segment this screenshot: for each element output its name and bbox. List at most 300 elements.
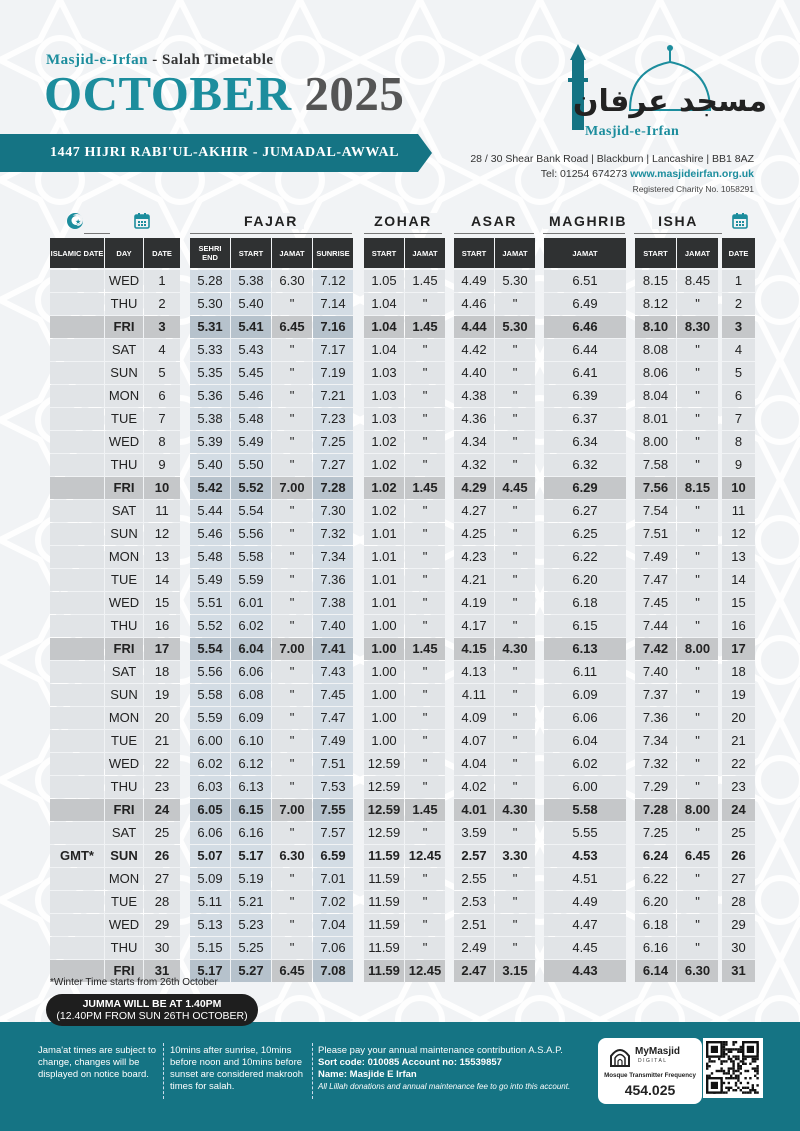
cell-fj: " xyxy=(272,868,312,890)
cell-aj: " xyxy=(495,776,535,798)
cell-fj: " xyxy=(272,684,312,706)
svg-text:★: ★ xyxy=(75,219,82,226)
cell-day: WED xyxy=(105,592,143,614)
cell-aj: " xyxy=(495,822,535,844)
cell-isl xyxy=(50,799,104,821)
cell-zj: 1.45 xyxy=(405,477,445,499)
table-row xyxy=(50,822,755,845)
col-sunrise: SUNRISE xyxy=(313,238,353,268)
cell-aj: " xyxy=(495,661,535,683)
logo-arabic-text: مسجد عرفان xyxy=(572,84,768,119)
cell-as: 4.38 xyxy=(454,385,494,407)
cell-sr: 7.51 xyxy=(313,753,353,775)
cell-zj: " xyxy=(405,753,445,775)
cell-isl xyxy=(50,454,104,476)
cell-zj: " xyxy=(405,454,445,476)
cell-date: 2 xyxy=(144,293,180,315)
cell-isl xyxy=(50,500,104,522)
cell-date: 16 xyxy=(144,615,180,637)
cell-zj: " xyxy=(405,661,445,683)
cell-sehri: 5.51 xyxy=(190,592,230,614)
table-row xyxy=(50,776,755,799)
cell-zs: 12.59 xyxy=(364,776,404,798)
cell-zs: 1.00 xyxy=(364,707,404,729)
cell-fs: 5.59 xyxy=(231,569,271,591)
cell-fj: 6.30 xyxy=(272,845,312,867)
month-name: OCTOBER xyxy=(44,66,292,121)
cell-sr: 7.04 xyxy=(313,914,353,936)
cell-mj: 6.00 xyxy=(544,776,626,798)
cell-isl xyxy=(50,270,104,292)
cell-zj: " xyxy=(405,914,445,936)
cell-sr: 7.36 xyxy=(313,569,353,591)
cell-date: 30 xyxy=(144,937,180,959)
cell-as: 2.51 xyxy=(454,914,494,936)
cell-is: 7.36 xyxy=(635,707,676,729)
cell-fs: 5.48 xyxy=(231,408,271,430)
cell-sehri: 5.31 xyxy=(190,316,230,338)
cell-fs: 6.01 xyxy=(231,592,271,614)
cell-zj: " xyxy=(405,868,445,890)
col-fajar-jamat: JAMAT xyxy=(272,238,312,268)
cell-fs: 6.16 xyxy=(231,822,271,844)
cell-d2: 7 xyxy=(722,408,755,430)
website-link[interactable]: www.masjideirfan.org.uk xyxy=(630,168,754,180)
cell-sr: 7.17 xyxy=(313,339,353,361)
cell-sr: 7.57 xyxy=(313,822,353,844)
cell-day: SUN xyxy=(105,684,143,706)
cell-fs: 5.40 xyxy=(231,293,271,315)
cell-is: 7.47 xyxy=(635,569,676,591)
cell-zs: 11.59 xyxy=(364,937,404,959)
cell-ij: 6.45 xyxy=(677,845,718,867)
cell-zj: " xyxy=(405,707,445,729)
cell-sr: 7.30 xyxy=(313,500,353,522)
table-row xyxy=(50,592,755,615)
cell-fs: 5.43 xyxy=(231,339,271,361)
cell-day: THU xyxy=(105,776,143,798)
cell-is: 7.29 xyxy=(635,776,676,798)
cell-aj: " xyxy=(495,684,535,706)
cell-mj: 4.45 xyxy=(544,937,626,959)
cell-sr: 7.41 xyxy=(313,638,353,660)
cell-date: 25 xyxy=(144,822,180,844)
table-row xyxy=(50,799,755,822)
cell-mj: 6.46 xyxy=(544,316,626,338)
cell-is: 8.15 xyxy=(635,270,676,292)
cell-day: SAT xyxy=(105,500,143,522)
month-title xyxy=(44,66,404,122)
cell-aj: " xyxy=(495,615,535,637)
cell-isl xyxy=(50,339,104,361)
cell-day: WED xyxy=(105,431,143,453)
cell-mj: 6.06 xyxy=(544,707,626,729)
cell-fs: 5.54 xyxy=(231,500,271,522)
cell-sehri: 5.11 xyxy=(190,891,230,913)
cell-d2: 6 xyxy=(722,385,755,407)
cell-as: 4.19 xyxy=(454,592,494,614)
address-block xyxy=(470,152,754,197)
cell-ij: 8.00 xyxy=(677,799,718,821)
cell-aj: 4.45 xyxy=(495,477,535,499)
cell-fs: 6.10 xyxy=(231,730,271,752)
cell-zj: 12.45 xyxy=(405,845,445,867)
cell-is: 8.08 xyxy=(635,339,676,361)
cell-ij: " xyxy=(677,753,718,775)
group-zohar xyxy=(364,210,442,236)
cell-day: MON xyxy=(105,385,143,407)
cell-is: 6.14 xyxy=(635,960,676,982)
cell-d2: 15 xyxy=(722,592,755,614)
cell-zj: " xyxy=(405,293,445,315)
cell-mj: 4.51 xyxy=(544,868,626,890)
table-row xyxy=(50,546,755,569)
cell-day: MON xyxy=(105,868,143,890)
cell-fj: " xyxy=(272,661,312,683)
mymasjid-digital: DIGITAL xyxy=(638,1058,668,1064)
table-row xyxy=(50,408,755,431)
cell-day: THU xyxy=(105,937,143,959)
cell-d2: 17 xyxy=(722,638,755,660)
cell-date: 12 xyxy=(144,523,180,545)
cell-zs: 1.00 xyxy=(364,730,404,752)
cell-is: 7.40 xyxy=(635,661,676,683)
cell-as: 4.07 xyxy=(454,730,494,752)
cell-day: FRI xyxy=(105,960,143,982)
cell-mj: 5.58 xyxy=(544,799,626,821)
group-zohar-label: ZOHAR xyxy=(368,213,438,229)
cell-fj: " xyxy=(272,385,312,407)
cell-is: 6.16 xyxy=(635,937,676,959)
cell-fs: 5.41 xyxy=(231,316,271,338)
cell-date: 29 xyxy=(144,914,180,936)
masjid-label: Masjid-e-Irfan xyxy=(46,52,148,68)
cell-sr: 7.19 xyxy=(313,362,353,384)
cell-sehri: 5.59 xyxy=(190,707,230,729)
group-isha xyxy=(634,210,722,236)
cell-zs: 1.02 xyxy=(364,477,404,499)
cell-is: 6.22 xyxy=(635,868,676,890)
cell-fj: " xyxy=(272,730,312,752)
cell-fj: " xyxy=(272,362,312,384)
cell-zs: 1.02 xyxy=(364,454,404,476)
cell-zs: 1.01 xyxy=(364,546,404,568)
cell-d2: 21 xyxy=(722,730,755,752)
mymasjid-card xyxy=(598,1038,702,1104)
col-date-right: DATE xyxy=(722,238,755,268)
cell-sehri: 5.13 xyxy=(190,914,230,936)
cell-zj: " xyxy=(405,546,445,568)
cell-zs: 1.04 xyxy=(364,316,404,338)
account-name: Name: Masjide E Irfan xyxy=(318,1069,417,1080)
table-row xyxy=(50,937,755,960)
cell-day: TUE xyxy=(105,408,143,430)
cell-ij: " xyxy=(677,385,718,407)
cell-zj: " xyxy=(405,523,445,545)
cell-mj: 6.27 xyxy=(544,500,626,522)
cell-sehri: 5.09 xyxy=(190,868,230,890)
cell-zj: 1.45 xyxy=(405,270,445,292)
cell-zs: 12.59 xyxy=(364,822,404,844)
cell-d2: 25 xyxy=(722,822,755,844)
cell-day: WED xyxy=(105,753,143,775)
cell-d2: 20 xyxy=(722,707,755,729)
cell-mj: 6.18 xyxy=(544,592,626,614)
cell-aj: 3.15 xyxy=(495,960,535,982)
cell-isl xyxy=(50,868,104,890)
cell-fj: " xyxy=(272,408,312,430)
cell-fj: " xyxy=(272,339,312,361)
address-line: 28 / 30 Shear Bank Road | Blackburn | Lancashire | BB1 8AZ xyxy=(470,153,754,165)
cell-aj: " xyxy=(495,868,535,890)
cell-sehri: 5.07 xyxy=(190,845,230,867)
cell-isl xyxy=(50,523,104,545)
cell-zs: 1.04 xyxy=(364,339,404,361)
cell-mj: 6.25 xyxy=(544,523,626,545)
cell-d2: 24 xyxy=(722,799,755,821)
cell-ij: " xyxy=(677,293,718,315)
qr-code-icon[interactable] xyxy=(703,1038,763,1098)
cell-sr: 7.40 xyxy=(313,615,353,637)
col-isha-start: START xyxy=(635,238,676,268)
cell-day: SAT xyxy=(105,822,143,844)
cell-sehri: 6.05 xyxy=(190,799,230,821)
cell-ij: " xyxy=(677,546,718,568)
cell-as: 2.49 xyxy=(454,937,494,959)
cell-mj: 6.09 xyxy=(544,684,626,706)
cell-zj: " xyxy=(405,362,445,384)
cell-as: 4.49 xyxy=(454,270,494,292)
cell-zj: " xyxy=(405,937,445,959)
cell-sr: 7.53 xyxy=(313,776,353,798)
col-isha-jamat: JAMAT xyxy=(677,238,718,268)
cell-day: MON xyxy=(105,707,143,729)
cell-ij: " xyxy=(677,592,718,614)
cell-d2: 23 xyxy=(722,776,755,798)
cell-isl xyxy=(50,477,104,499)
cell-ij: 8.45 xyxy=(677,270,718,292)
cell-sehri: 5.44 xyxy=(190,500,230,522)
logo-name: Masjid-e-Irfan xyxy=(585,124,680,139)
cell-as: 2.47 xyxy=(454,960,494,982)
cell-as: 2.55 xyxy=(454,868,494,890)
cell-d2: 8 xyxy=(722,431,755,453)
cell-d2: 9 xyxy=(722,454,755,476)
cell-zj: " xyxy=(405,891,445,913)
cell-sehri: 5.17 xyxy=(190,960,230,982)
cell-sehri: 5.48 xyxy=(190,546,230,568)
cell-sehri: 5.28 xyxy=(190,270,230,292)
cell-fs: 5.46 xyxy=(231,385,271,407)
cell-zj: " xyxy=(405,615,445,637)
cell-isl xyxy=(50,293,104,315)
cell-mj: 6.02 xyxy=(544,753,626,775)
cell-fs: 6.09 xyxy=(231,707,271,729)
cell-is: 6.18 xyxy=(635,914,676,936)
cell-day: SUN xyxy=(105,362,143,384)
cell-as: 4.44 xyxy=(454,316,494,338)
cell-d2: 26 xyxy=(722,845,755,867)
cell-as: 2.57 xyxy=(454,845,494,867)
table-row xyxy=(50,615,755,638)
cell-sehri: 6.00 xyxy=(190,730,230,752)
cell-ij: " xyxy=(677,914,718,936)
cell-date: 23 xyxy=(144,776,180,798)
cell-fs: 5.27 xyxy=(231,960,271,982)
cell-mj: 6.11 xyxy=(544,661,626,683)
col-date: DATE xyxy=(144,238,180,268)
cell-mj: 6.39 xyxy=(544,385,626,407)
cell-date: 27 xyxy=(144,868,180,890)
table-row xyxy=(50,316,755,339)
cell-sr: 7.12 xyxy=(313,270,353,292)
cell-zs: 1.05 xyxy=(364,270,404,292)
cell-day: SAT xyxy=(105,661,143,683)
cell-isl xyxy=(50,546,104,568)
cell-ij: " xyxy=(677,937,718,959)
cell-zs: 1.02 xyxy=(364,431,404,453)
cell-mj: 6.34 xyxy=(544,431,626,453)
cell-zj: " xyxy=(405,339,445,361)
cell-ij: 8.00 xyxy=(677,638,718,660)
cell-d2: 18 xyxy=(722,661,755,683)
table-row xyxy=(50,477,755,500)
cell-as: 3.59 xyxy=(454,822,494,844)
cell-isl xyxy=(50,684,104,706)
cell-mj: 6.04 xyxy=(544,730,626,752)
cell-fj: " xyxy=(272,293,312,315)
cell-mj: 5.55 xyxy=(544,822,626,844)
cell-fj: 7.00 xyxy=(272,799,312,821)
cell-ij: " xyxy=(677,707,718,729)
group-header-row xyxy=(50,210,755,236)
cell-sr: 6.59 xyxy=(313,845,353,867)
cell-sr: 7.06 xyxy=(313,937,353,959)
cell-is: 7.45 xyxy=(635,592,676,614)
table-row xyxy=(50,753,755,776)
footer-divider xyxy=(163,1043,164,1099)
cell-isl xyxy=(50,638,104,660)
cell-ij: " xyxy=(677,408,718,430)
cell-fs: 6.15 xyxy=(231,799,271,821)
cell-as: 2.53 xyxy=(454,891,494,913)
cell-day: TUE xyxy=(105,891,143,913)
cell-is: 8.12 xyxy=(635,293,676,315)
cell-zj: " xyxy=(405,592,445,614)
cell-date: 1 xyxy=(144,270,180,292)
cell-sr: 7.02 xyxy=(313,891,353,913)
cell-ij: " xyxy=(677,684,718,706)
calendar-icon xyxy=(732,212,748,234)
jumma-badge xyxy=(46,994,258,1026)
cell-mj: 6.41 xyxy=(544,362,626,384)
cell-isl xyxy=(50,937,104,959)
cell-as: 4.09 xyxy=(454,707,494,729)
cell-day: FRI xyxy=(105,477,143,499)
hijri-banner: 1447 HIJRI RABI'UL-AKHIR - JUMADAL-AWWAL xyxy=(0,134,418,172)
cell-aj: " xyxy=(495,408,535,430)
cell-day: FRI xyxy=(105,799,143,821)
cell-date: 7 xyxy=(144,408,180,430)
footer-divider xyxy=(312,1043,313,1099)
cell-as: 4.40 xyxy=(454,362,494,384)
cell-mj: 4.47 xyxy=(544,914,626,936)
cell-aj: 5.30 xyxy=(495,270,535,292)
cell-fj: " xyxy=(272,914,312,936)
cell-d2: 2 xyxy=(722,293,755,315)
cell-fj: " xyxy=(272,937,312,959)
cell-mj: 6.44 xyxy=(544,339,626,361)
cell-as: 4.01 xyxy=(454,799,494,821)
cell-is: 7.42 xyxy=(635,638,676,660)
cell-zj: " xyxy=(405,730,445,752)
cell-sehri: 6.02 xyxy=(190,753,230,775)
jumma-line-2: (12.40PM FROM SUN 26TH OCTOBER) xyxy=(56,1010,248,1022)
cell-date: 18 xyxy=(144,661,180,683)
cell-d2: 3 xyxy=(722,316,755,338)
cell-fj: 7.00 xyxy=(272,477,312,499)
cell-is: 8.06 xyxy=(635,362,676,384)
cell-date: 6 xyxy=(144,385,180,407)
cell-aj: " xyxy=(495,592,535,614)
cell-mj: 4.49 xyxy=(544,891,626,913)
cell-ij: " xyxy=(677,822,718,844)
cell-sr: 7.16 xyxy=(313,316,353,338)
cell-mj: 6.13 xyxy=(544,638,626,660)
cell-mj: 6.15 xyxy=(544,615,626,637)
jumma-line-1: JUMMA WILL BE AT 1.40PM xyxy=(82,998,222,1010)
cell-sehri: 5.52 xyxy=(190,615,230,637)
cell-fs: 5.56 xyxy=(231,523,271,545)
table-row xyxy=(50,431,755,454)
cell-is: 7.54 xyxy=(635,500,676,522)
cell-sr: 7.38 xyxy=(313,592,353,614)
cell-ij: " xyxy=(677,615,718,637)
cell-sr: 7.01 xyxy=(313,868,353,890)
cell-zj: " xyxy=(405,822,445,844)
col-asar-jamat: JAMAT xyxy=(495,238,535,268)
cell-d2: 10 xyxy=(722,477,755,499)
cell-isl xyxy=(50,753,104,775)
cell-sehri: 6.03 xyxy=(190,776,230,798)
cell-is: 7.51 xyxy=(635,523,676,545)
cell-as: 4.21 xyxy=(454,569,494,591)
cell-date: 19 xyxy=(144,684,180,706)
cell-is: 7.34 xyxy=(635,730,676,752)
cell-ij: " xyxy=(677,500,718,522)
cell-is: 7.32 xyxy=(635,753,676,775)
col-islamic-date: ISLAMIC DATE xyxy=(50,238,104,268)
cell-mj: 4.53 xyxy=(544,845,626,867)
cell-ij: " xyxy=(677,339,718,361)
cell-zs: 11.59 xyxy=(364,891,404,913)
cell-mj: 6.49 xyxy=(544,293,626,315)
table-row xyxy=(50,339,755,362)
cell-fj: " xyxy=(272,500,312,522)
cell-sr: 7.49 xyxy=(313,730,353,752)
cell-fj: " xyxy=(272,776,312,798)
mymasjid-logo-icon xyxy=(608,1044,632,1068)
cell-sr: 7.14 xyxy=(313,293,353,315)
cell-d2: 22 xyxy=(722,753,755,775)
cell-date: 31 xyxy=(144,960,180,982)
cell-fs: 5.19 xyxy=(231,868,271,890)
cell-aj: " xyxy=(495,293,535,315)
cell-sehri: 5.36 xyxy=(190,385,230,407)
cell-fs: 5.23 xyxy=(231,914,271,936)
cell-zj: 1.45 xyxy=(405,799,445,821)
cell-day: TUE xyxy=(105,730,143,752)
